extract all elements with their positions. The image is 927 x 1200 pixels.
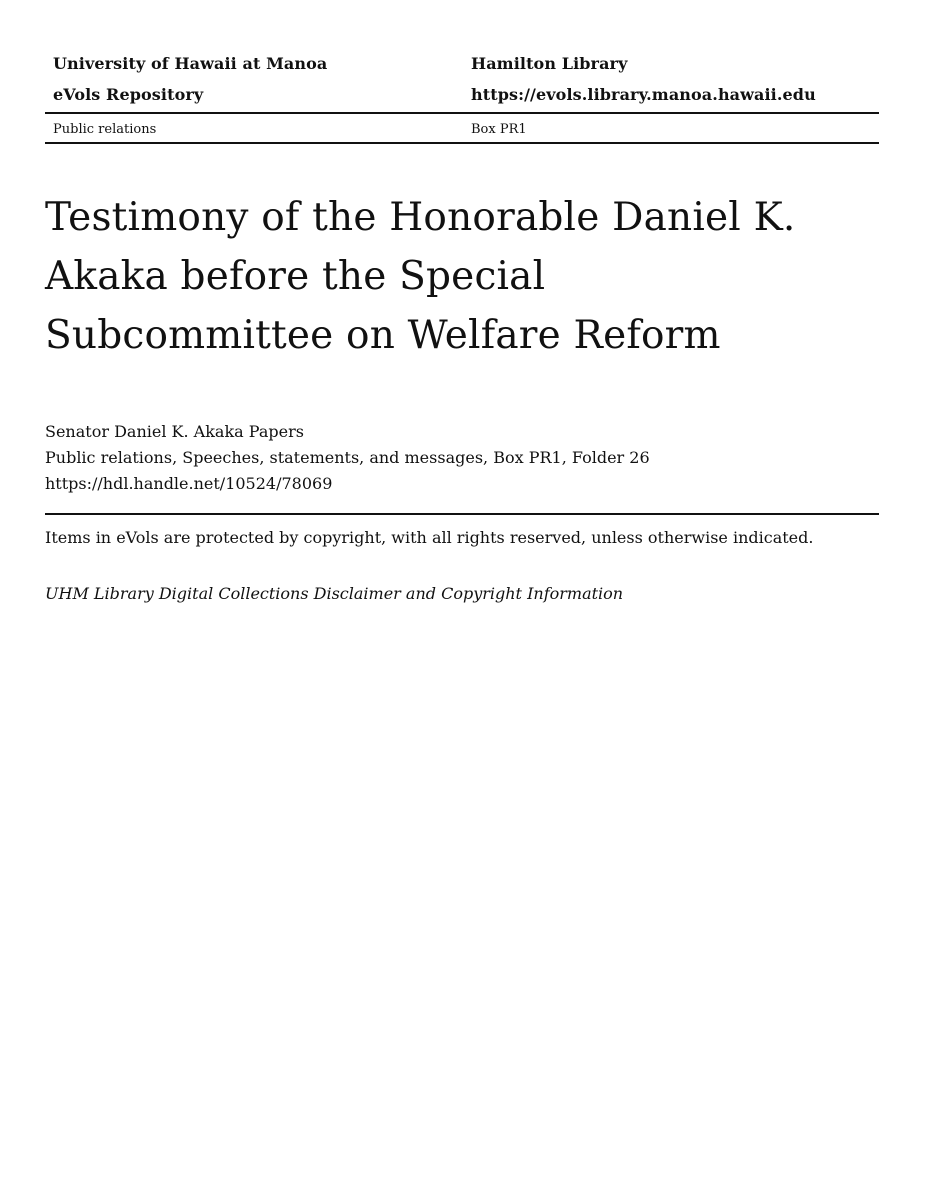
header-bottom-divider [45, 142, 879, 144]
repository-url-link[interactable]: https://evols.library.manoa.hawaii.edu [471, 85, 816, 104]
repository-header [45, 50, 879, 144]
citation-block [45, 419, 879, 497]
header-row-institution [45, 50, 879, 81]
header-row-repository [45, 81, 879, 112]
handle-link[interactable]: https://hdl.handle.net/10524/78069 [45, 474, 333, 493]
title-line: Subcommittee on Welfare Reform [45, 313, 721, 358]
series-location: Public relations, Speeches, statements, and messages, Box PR1, Folder 26 [45, 448, 650, 467]
box-label: Box PR1 [471, 122, 527, 137]
title-line: Testimony of the Honorable Daniel K. [45, 195, 796, 240]
copyright-notice: Items in eVols are protected by copyright, with all rights reserved, unless otherwise indicated. [45, 528, 814, 547]
document-title [45, 188, 805, 365]
header-meta-row [45, 114, 879, 142]
repository-name: eVols Repository [53, 85, 204, 104]
collection-name: Senator Daniel K. Akaka Papers [45, 422, 304, 441]
collection-area: Public relations [53, 122, 157, 137]
section-divider [45, 513, 879, 515]
library-name: Hamilton Library [471, 54, 628, 73]
title-line: Akaka before the Special [45, 254, 546, 299]
disclaimer-link[interactable]: UHM Library Digital Collections Disclaimer and Copyright Information [45, 584, 624, 603]
institution-name: University of Hawaii at Manoa [53, 54, 328, 73]
